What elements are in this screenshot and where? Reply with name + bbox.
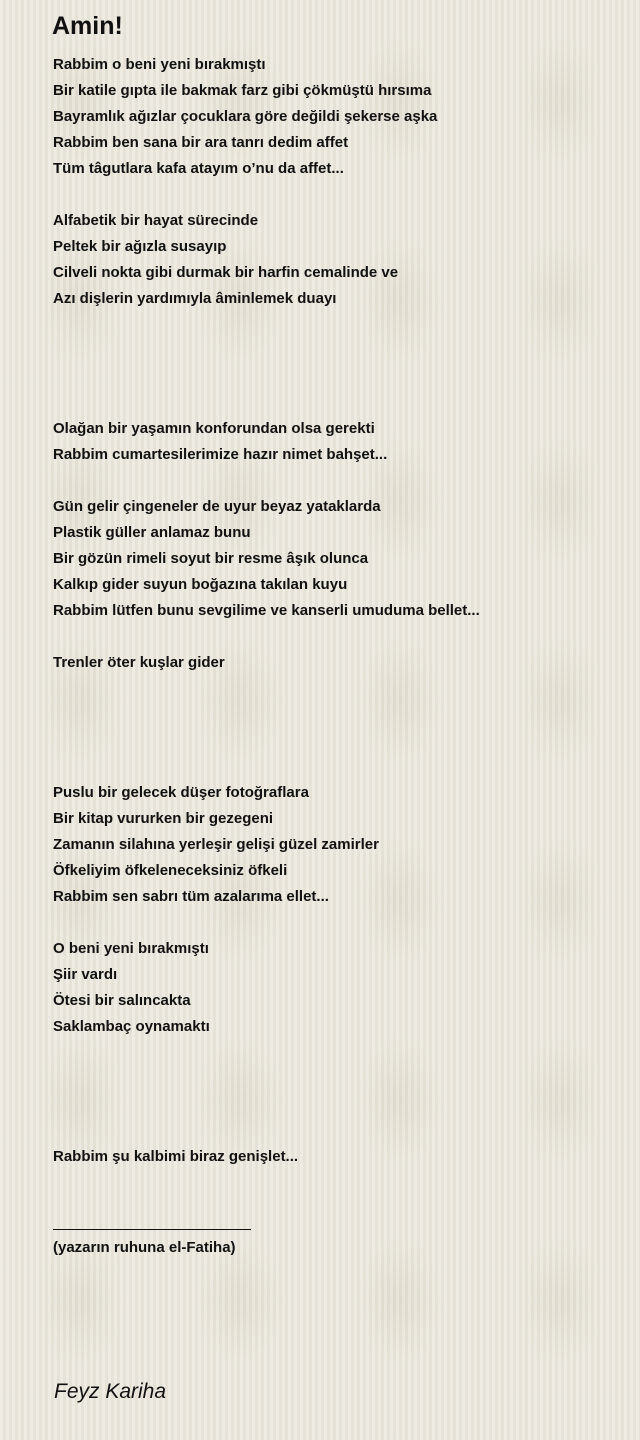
poem-line: Ötesi bir salıncakta [53, 992, 191, 1009]
poem-line: Tüm tâgutlara kafa atayım o’nu da affet... [53, 160, 344, 177]
poem-line: Rabbim cumartesilerimize hazır nimet bahşet... [53, 446, 388, 463]
poem-line: Azı dişlerin yardımıyla âminlemek duayı [53, 290, 337, 307]
poem-line: Bir katile gıpta ile bakmak farz gibi çökmüştü hırsıma [53, 82, 432, 99]
poem-line: Rabbim sen sabrı tüm azalarıma ellet... [53, 888, 329, 905]
poem-line: Plastik güller anlamaz bunu [53, 524, 251, 541]
poem-line: Alfabetik bir hayat sürecinde [53, 212, 259, 229]
poem-body [53, 52, 613, 1170]
stanza-break [53, 1066, 613, 1092]
stanza-break [53, 468, 613, 494]
poem-line: Bir gözün rimeli soyut bir resme âşık olunca [53, 550, 369, 567]
poem-line: Rabbim lütfen bunu sevgilime ve kanserli umuduma bellet... [53, 602, 480, 619]
poem-line: Rabbim şu kalbimi biraz genişlet... [53, 1148, 299, 1165]
stanza-break [53, 1118, 613, 1144]
stanza-break [53, 312, 613, 338]
stanza-break [53, 390, 613, 416]
poem-line: Öfkeliyim öfkeleneceksiniz öfkeli [53, 862, 288, 879]
stanza-break [53, 338, 613, 364]
stanza-break [53, 624, 613, 650]
poem-title: Amin! [52, 12, 123, 40]
poem-line: Rabbim ben sana bir ara tanrı dedim affet [53, 134, 349, 151]
poem-line: Olağan bir yaşamın konforundan olsa gerekti [53, 420, 375, 437]
poem-line: Bayramlık ağızlar çocuklara göre değildi şekerse aşka [53, 108, 438, 125]
poem-line: Rabbim o beni yeni bırakmıştı [53, 56, 266, 73]
poem-line: Peltek bir ağızla susayıp [53, 238, 227, 255]
stanza-break [53, 364, 613, 390]
poem-line: Zamanın silahına yerleşir gelişi güzel zamirler [53, 836, 379, 853]
stanza-break [53, 910, 613, 936]
footnote: (yazarın ruhuna el-Fatiha) [53, 1239, 236, 1256]
footnote-divider [53, 1229, 251, 1230]
stanza-break [53, 676, 613, 702]
poem-line: Kalkıp gider suyun boğazına takılan kuyu [53, 576, 348, 593]
poem-line: Trenler öter kuşlar gider [53, 654, 225, 671]
stanza-break [53, 1040, 613, 1066]
poem-line: Gün gelir çingeneler de uyur beyaz yataklarda [53, 498, 381, 515]
stanza-break [53, 1092, 613, 1118]
poem-line: O beni yeni bırakmıştı [53, 940, 209, 957]
poem-line: Cilveli nokta gibi durmak bir harfin cemalinde ve [53, 264, 399, 281]
poem-line: Şiir vardı [53, 966, 118, 983]
poem-line: Saklambaç oynamaktı [53, 1018, 210, 1035]
author-name: Feyz Kariha [54, 1380, 167, 1403]
poem-line: Puslu bir gelecek düşer fotoğraflara [53, 784, 309, 801]
stanza-break [53, 182, 613, 208]
poem-line: Bir kitap vururken bir gezegeni [53, 810, 274, 827]
stanza-break [53, 702, 613, 728]
stanza-break [53, 728, 613, 754]
stanza-break [53, 754, 613, 780]
